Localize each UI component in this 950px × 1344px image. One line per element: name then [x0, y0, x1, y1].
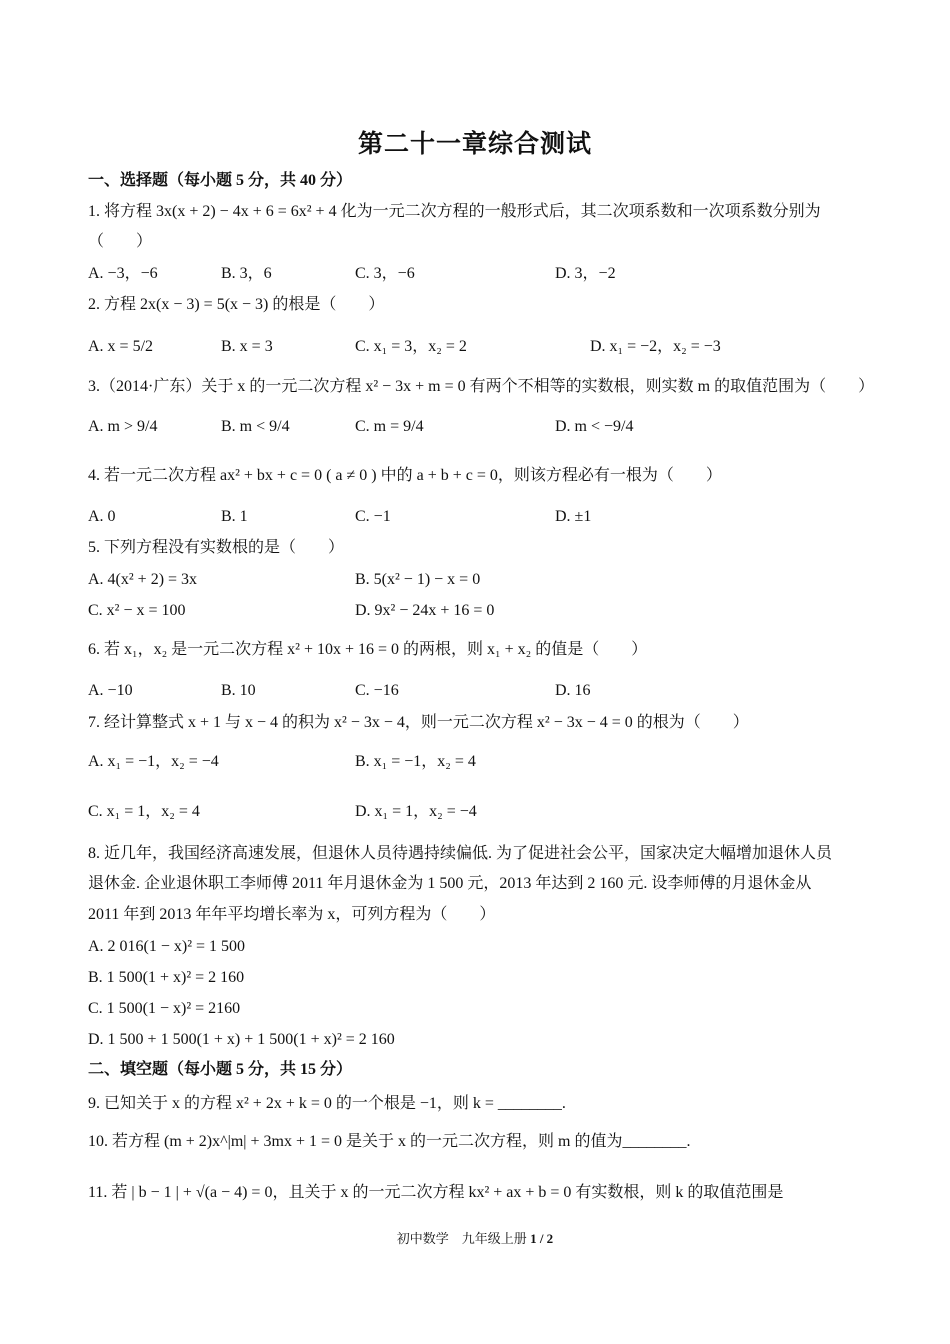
question-3-option-d: D. m < −9/4: [555, 418, 634, 435]
question-8-line-1: 8. 近几年，我国经济高速发展，但退休人员待遇持续偏低. 为了促进社会公平，国家决定大幅增加退休人员: [88, 845, 833, 862]
question-8-option-d: D. 1 500 + 1 500(1 + x) + 1 500(1 + x)² = 2 160: [88, 1031, 395, 1048]
question-2-option-d: D. x₁ = −2，x₂ = −3: [590, 338, 721, 355]
question-8-line-2: 退休金. 企业退休职工李师傅 2011 年月退休金为 1 500 元，2013 年达到 2 160 元. 设李师傅的月退休金从: [88, 875, 812, 892]
question-5-option-d: D. 9x² − 24x + 16 = 0: [355, 602, 495, 619]
question-6-option-d: D. 16: [555, 682, 591, 699]
question-11-stem: 11. 若 | b − 1 | + √(a − 4) = 0，且关于 x 的一元二次方程 kx² + ax + b = 0 有实数根，则 k 的取值范围是: [88, 1184, 784, 1201]
question-4-option-a: A. 0: [88, 508, 116, 525]
question-6-option-b: B. 10: [221, 682, 256, 699]
question-4-stem: 4. 若一元二次方程 ax² + bx + c = 0 ( a ≠ 0 ) 中的 a + b + c = 0，则该方程必有一根为（ ）: [88, 467, 722, 484]
question-6-stem: 6. 若 x₁，x₂ 是一元二次方程 x² + 10x + 16 = 0 的两根，则 x₁ + x₂ 的值是（ ）: [88, 641, 648, 658]
question-1-stem: 1. 将方程 3x(x + 2) − 4x + 6 = 6x² + 4 化为一元二次方程的一般形式后，其二次项系数和一次项系数分别为: [88, 203, 821, 220]
question-5-option-b: B. 5(x² − 1) − x = 0: [355, 571, 481, 588]
page-footer: [0, 1228, 950, 1247]
question-3-option-b: B. m < 9/4: [221, 418, 290, 435]
question-1-option-a: A. −3，−6: [88, 265, 158, 282]
question-3-option-a: A. m > 9/4: [88, 418, 158, 435]
question-1-option-d: D. 3，−2: [555, 265, 616, 282]
question-7-option-d: D. x₁ = 1，x₂ = −4: [355, 803, 477, 820]
question-6-option-a: A. −10: [88, 682, 133, 699]
page-number: 1 / 2: [530, 1231, 554, 1246]
section-heading-fill: 二、填空题（每小题 5 分，共 15 分）: [88, 1061, 353, 1078]
question-7-option-a: A. x₁ = −1，x₂ = −4: [88, 753, 219, 770]
question-4-option-d: D. ±1: [555, 508, 592, 525]
question-4-option-b: B. 1: [221, 508, 248, 525]
question-8-line-3: 2011 年到 2013 年年平均增长率为 x，可列方程为（ ）: [88, 906, 496, 923]
question-4-option-c: C. −1: [355, 508, 391, 525]
section-heading-choice: 一、选择题（每小题 5 分，共 40 分）: [88, 172, 353, 189]
question-2-stem: 2. 方程 2x(x − 3) = 5(x − 3) 的根是（ ）: [88, 296, 385, 313]
question-8-option-c: C. 1 500(1 − x)² = 2160: [88, 1000, 241, 1017]
question-1-option-c: C. 3，−6: [355, 265, 415, 282]
question-5-option-a: A. 4(x² + 2) = 3x: [88, 571, 198, 588]
question-7-option-b: B. x₁ = −1，x₂ = 4: [355, 753, 476, 770]
question-8-option-a: A. 2 016(1 − x)² = 1 500: [88, 938, 246, 955]
question-5-option-c: C. x² − x = 100: [88, 602, 186, 619]
question-3-option-c: C. m = 9/4: [355, 418, 424, 435]
question-1-option-b: B. 3，6: [221, 265, 272, 282]
page-title: 第二十一章综合测试: [357, 131, 592, 158]
question-6-option-c: C. −16: [355, 682, 399, 699]
question-2-option-a: A. x = 5/2: [88, 338, 154, 355]
question-7-stem: 7. 经计算整式 x + 1 与 x − 4 的积为 x² − 3x − 4，则一元二次方程 x² − 3x − 4 = 0 的根为（ ）: [88, 714, 749, 731]
question-7-option-c: C. x₁ = 1，x₂ = 4: [88, 803, 200, 820]
question-5-stem: 5. 下列方程没有实数根的是（ ）: [88, 539, 345, 556]
question-2-option-c: C. x₁ = 3，x₂ = 2: [355, 338, 467, 355]
question-3-stem: 3.（2014·广东）关于 x 的一元二次方程 x² − 3x + m = 0 有两个不相等的实数根，则实数 m 的取值范围为（ ）: [88, 378, 875, 395]
question-9-stem: 9. 已知关于 x 的方程 x² + 2x + k = 0 的一个根是 −1，则 k = ________.: [88, 1095, 566, 1112]
question-1-blank: （ ）: [88, 233, 153, 250]
question-10-stem: 10. 若方程 (m + 2)x^|m| + 3mx + 1 = 0 是关于 x 的一元二次方程，则 m 的值为________.: [88, 1133, 691, 1150]
question-8-option-b: B. 1 500(1 + x)² = 2 160: [88, 969, 245, 986]
footer-text: 初中数学 九年级上册: [396, 1231, 527, 1246]
question-2-option-b: B. x = 3: [221, 338, 273, 355]
